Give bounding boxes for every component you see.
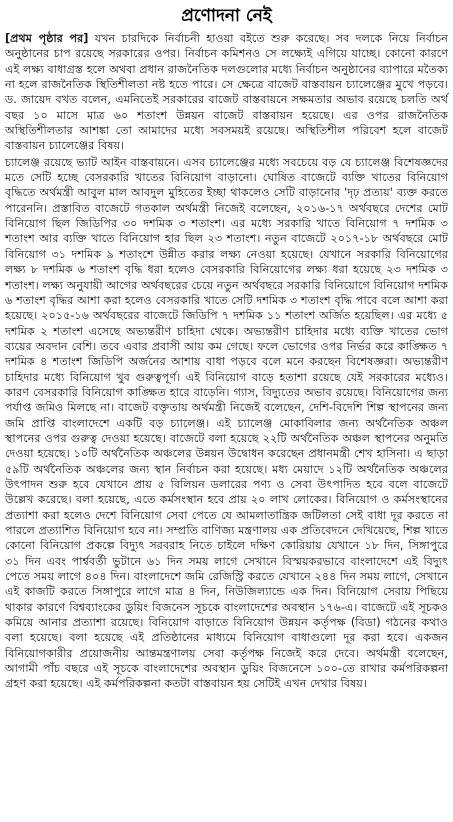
article-paragraph-1 [5,31,448,154]
paragraph-text: যখন চারদিকে নির্বাচনী হাওয়া বইতে শুরু করেছে। সব দলকে নিয়ে নির্বাচন অনুষ্ঠানের চাপ রয়েছে সরকারের ওপর। নির্বাচন কমিশনও সে লক্ষ্যেই এগিয়ে যাচ্ছে। কোনো কারণে এই লক্ষ্য বাধাগ্রস্ত হলে অথবা প্রধান রাজনৈতিক দলগুলোর মধ্যে নির্বাচন অনুষ্ঠানের ব্যাপারে মতৈক্য না হলে রাজনৈতিক স্থিতিশীলতা নষ্ট হতে পারে। সে ক্ষেত্রে বাজেট বাস্তবায়ন চ্যালেঞ্জের মুখে পড়বে। ড. জায়েদ বখত বলেন, এমনিতেই সরকারের বাজেট বাস্তবায়নে সক্ষমতার অভাব রয়েছে চলতি অর্থ বছর ১০ মাসে মাত্র ৬০ শতাংশ উন্নয়ন বাজেট বাস্তবায়ন হয়েছে। এর ওপর রাজনৈতিক অস্থিতিশীলতার আশঙ্কা তো আমাদের মধ্যে সবসময়ই রয়েছে। অস্থিতিশীল পরিবেশ হলে বাজেট বাস্তবায়ন চ্যালেঞ্জের বিষয়। [5,32,448,153]
continuation-kicker: [প্রথম পৃষ্ঠার পর] [5,32,89,45]
article-body [5,31,448,692]
article-paragraph-2 [5,155,448,692]
article-headline: প্রণোদনা নেই [181,6,272,26]
paragraph-text: চ্যালেঞ্জ রয়েছে ভ্যাট আইন বাস্তবায়নে। এসব চ্যালেঞ্জের মধ্যে সবচেয়ে বড় যে চ্যালেঞ্জ বিশেষজ্ঞদের মতে সেটি হচ্ছে বেসরকারি খাতের বিনিয়োগ বাড়ানো। ঘোষিত বাজেটে ব্যক্তি খাতের বিনিয়োগ বৃদ্ধিতে অর্থমন্ত্রী আবুল মাল আবদুল মুহিতের ইচ্ছা থাকলেও সেটি বাড়ানোর 'দৃঢ় প্রত্যয়' ব্যক্ত করতে পারেননি। প্রস্তাবিত বাজেটে গতকাল অর্থমন্ত্রী নিজেই বলেছেন, ২০১৬-১৭ অর্থবছরে দেশের মোট বিনিয়োগ ছিল জিডিপির ৩০ দশমিক ৩ শতাংশ। এর মধ্যে সরকারি খাতে বিনিয়োগ ৭ দশমিক ৩ শতাংশ আর ব্যক্তি খাতে বিনিয়োগ হার ছিল ২৩ শতাংশ। নতুন বাজেটে ২০১৭-১৮ অর্থবছরে মোট বিনিয়োগ ৩১ দশমিক ৯ শতাংশে উন্নীত করার লক্ষ্য নেওয়া হয়েছে। যেখানে সরকারি বিনিয়োগের লক্ষ্য ৮ দশমিক ৬ শতাংশ বৃদ্ধি ধরা হলেও বেসরকারি বিনিয়োগের লক্ষ্য ধরা হয়েছে ২৩ দশমিক ৩ শতাংশ। লক্ষ্য অনুযায়ী আগের অর্থবছরের চেয়ে নতুন অর্থবছরে সরকারি বিনিয়োগে বিনিয়োগ দশমিক ৬ শতাংশ বৃদ্ধির আশা করা হলেও বেসরকারি খাতে সেটি দশমিক ৩ শতাংশ বৃদ্ধি পাবে বলে আশা করা হয়েছে। ২০১৫-১৬ অর্থবছরের বাজেটে জিডিপি ৭ দশমিক ১১ শতাংশ অর্জিত হয়েছিল। এর মধ্যে ৫ দশমিক ২ শতাংশ এসেছে অভ্যন্তরীণ চাহিদা থেকে। অভ্যন্তরীণ চাহিদার মধ্যে ব্যক্তি খাতের ভোগ ব্যয়ের অবদান বেশি। তবে এবার প্রবাসী আয় কম গেছে। ফলে ভোগের ওপর নির্ভর করে কাঙ্ক্ষিত ৭ দশমিক ৪ শতাংশ জিডিপি অর্জনের আশায় বাধা পড়বে বলে মনে করছেন বিশেষজ্ঞরা। অভ্যন্তরীণ চাহিদার মধ্যে বিনিয়োগ খুব গুরুত্বপূর্ণ। এই বিনিয়োগ বাড়ে হতাশা রয়েছে যেই সরকারের মধ্যেও। কারণ বেসরকারি বিনিয়োগ কাঙ্ক্ষিত হারে বাড়েনি। গ্যাস, বিদ্যুতের অভাব রয়েছে। বিনিয়োগের জন্য পর্যাপ্ত জমিও মিলছে না। বাজেট বক্তৃতায় অর্থমন্ত্রী নিজেই বলেছেন, দেশি-বিদেশি শিল্প স্থাপনের জন্য জমি প্রাপ্তি বাংলাদেশে একটি বড় চ্যালেঞ্জ। এই চ্যালেঞ্জ মোকাবিলার জন্য অর্থনৈতিক অঞ্চল স্থাপনের ওপর গুরুত্ব দেওয়া হয়েছে। বাজেটে বলা হয়েছে ২২টি অর্থনৈতিক অঞ্চল স্থাপনের অনুমতি দেওয়া হয়েছে। ১০টি অর্থনৈতিক অঞ্চলের উন্নয়ন উদ্বোধন করেছেন প্রধানমন্ত্রী শেখ হাসিনা। এ ছাড়া ৫৯টি অর্থনৈতিক অঞ্চলের জন্য স্থান নির্বাচন করা হয়েছে। মধ্য মেয়াদে ১২টি অর্থনৈতিক অঞ্চলের উৎপাদন শুরু হবে যেখানে প্রায় ৫ বিলিয়ন ডলারের পণ্য ও সেবা উৎপাদিত হবে বলে বাজেটে উল্লেখ করেছে। বলা হয়েছে, এতে কর্মসংস্থান হবে প্রায় ২০ লাখ লোকের। বিনিয়োগ ও কর্মসংস্থানের প্রত্যাশা করা হলেও দেশে বিনিয়োগ সেবা পেতে যে আমলাতান্ত্রিক জটিলতা সেই বাধা দূর করতে না পারলে প্রত্যাশিত বিনিয়োগ হবে না। সম্প্রতি বাণিজ্য মন্ত্রণালয় এক প্রতিবেদনে দেখিয়েছে, শিল্প খাতে কোনো বিনিয়োগ প্রকল্পে বিদ্যুৎ সরবরাহ নিতে চাইলে দক্ষিণ কোরিয়ায় যেখানে ১৮ দিন, সিঙ্গাপুরে ৩১ দিন এবং পার্শ্ববর্তী ভুটানে ৬১ দিন সময় লাগে সেখানে বিস্ময়করভাবে বাংলাদেশে এই বিদ্যুৎ পেতে সময় লাগে ৪০৪ দিন। বাংলাদেশে জমি রেজিস্ট্রি করতে যেখানে ২৪৪ দিন সময় লাগে, সেখানে এই কাজটি করতে সিঙ্গাপুরে লাগে মাত্র ৪ দিন, নিউজিল্যান্ডে এক দিন। বিনিয়োগ সেবায় পিছিয়ে থাকার কারণে বিশ্বব্যাংকের ডুয়িং বিজনেস সূচকে বাংলাদেশের অবস্থান ১৭৬-এ। বাজেটে এই সূচকও কমিয়ে আনার প্রত্যাশা রয়েছে। বিনিয়োগ বাড়াতে বিনিয়োগ উন্নয়ন কর্তৃপক্ষ (বিডা) গঠনের কথাও বলা হয়েছে। বলা হয়েছে এই প্রতিষ্ঠানের মাধ্যমে বিনিয়োগ বাধাগুলো দূর করা হবে। একজন বিনিয়োগকারীর প্রয়োজনীয় আন্তমন্ত্রণালয় সেবা কর্তৃপক্ষ নিজেই করে দেবে। অর্থমন্ত্রী বলেছেন, আগামী পাঁচ বছরে এই সূচকে বাংলাদেশের অবস্থান ডুয়িং বিজনেসে ১০০-তে রাখার কর্মপরিকল্পনা গ্রহণ করা হয়েছে। এই কর্মপরিকল্পনা কতটা বাস্তবায়ন হয় সেটিই এখন দেখার বিষয়। [5,155,448,691]
